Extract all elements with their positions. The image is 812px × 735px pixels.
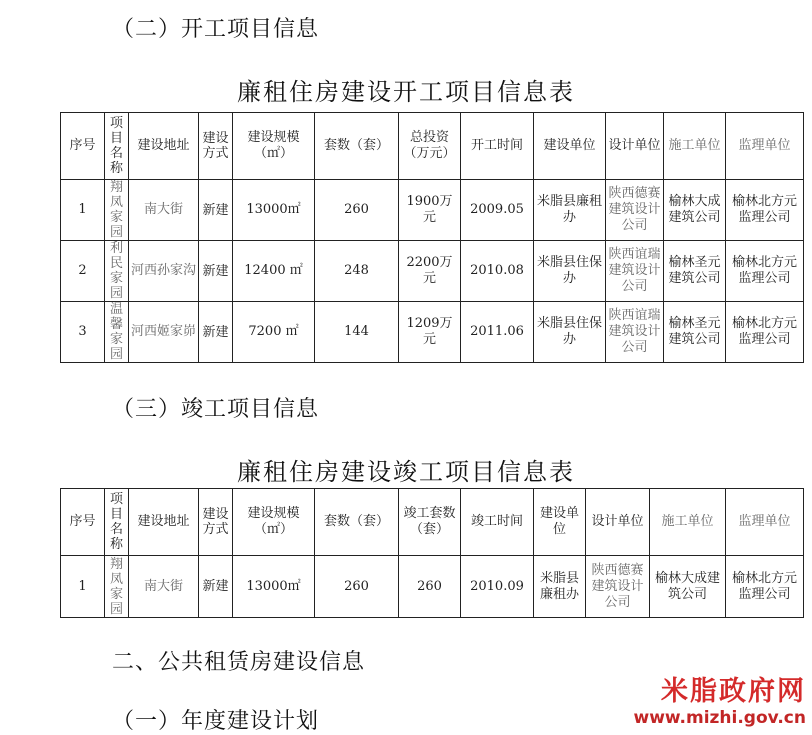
header-cell: 总投资（万元） (399, 113, 461, 180)
watermark-site-url: www.mizhi.gov.cn (633, 708, 806, 728)
table-title-started-projects: 廉租住房建设开工项目信息表 (237, 78, 575, 106)
table-cell: 7200 ㎡ (233, 302, 315, 363)
table-cell: 河西孙家沟 (129, 241, 199, 302)
table-cell: 2 (61, 241, 105, 302)
table-cell: 1209万元 (399, 302, 461, 363)
section-heading-started-projects: （二）开工项目信息 (112, 17, 320, 42)
table-cell: 陕西德赛建筑设计公司 (606, 180, 664, 241)
header-cell: 施工单位 (664, 113, 726, 180)
header-cell: 监理单位 (726, 113, 804, 180)
table-cell: 南大街 (129, 556, 199, 618)
table-row (61, 556, 804, 618)
table-cell: 利民家园 (105, 241, 129, 302)
table-cell: 新建 (199, 556, 233, 618)
table-cell: 260 (315, 556, 399, 618)
header-cell: 建设地址 (129, 113, 199, 180)
header-cell: 建设方式 (199, 113, 233, 180)
completed-projects-table (60, 488, 804, 618)
header-cell: 设计单位 (606, 113, 664, 180)
table-header-row (61, 113, 804, 180)
table-cell: 248 (315, 241, 399, 302)
table-cell: 陕西谊瑞建筑设计公司 (606, 241, 664, 302)
section-heading-annual-plan: （一）年度建设计划 (112, 709, 320, 734)
table-cell: 3 (61, 302, 105, 363)
table-cell: 2009.05 (461, 180, 534, 241)
table-cell: 米脂县住保办 (534, 241, 606, 302)
table-cell: 144 (315, 302, 399, 363)
header-cell: 建设单位 (534, 113, 606, 180)
table-cell: 2010.08 (461, 241, 534, 302)
header-cell: 序号 (61, 489, 105, 556)
table-cell: 米脂县廉租办 (534, 180, 606, 241)
table-header-row (61, 489, 804, 556)
table-cell: 河西姬家峁 (129, 302, 199, 363)
table-cell: 2010.09 (461, 556, 534, 618)
table-cell: 13000㎡ (233, 180, 315, 241)
header-cell: 竣工套数（套） (399, 489, 461, 556)
table-row (61, 302, 804, 363)
table-cell: 1900万元 (399, 180, 461, 241)
table-cell: 榆林北方元监理公司 (726, 180, 804, 241)
table-cell: 榆林北方元监理公司 (726, 556, 804, 618)
table-row (61, 180, 804, 241)
table-cell: 榆林大成建筑公司 (664, 180, 726, 241)
table-cell: 榆林圣元建筑公司 (664, 302, 726, 363)
started-projects-table (60, 112, 804, 363)
header-cell: 竣工时间 (461, 489, 534, 556)
table-cell: 新建 (199, 241, 233, 302)
table-cell: 榆林北方元监理公司 (726, 302, 804, 363)
header-cell: 施工单位 (650, 489, 726, 556)
table-cell: 1 (61, 556, 105, 618)
table-cell: 新建 (199, 302, 233, 363)
header-cell: 设计单位 (586, 489, 650, 556)
header-cell: 建设规模（㎡） (233, 113, 315, 180)
table-cell: 米脂县住保办 (534, 302, 606, 363)
header-cell: 开工时间 (461, 113, 534, 180)
table-cell: 260 (315, 180, 399, 241)
header-cell: 建设方式 (199, 489, 233, 556)
site-watermark (634, 677, 807, 729)
table-cell: 陕西德赛建筑设计公司 (586, 556, 650, 618)
table-cell: 2200万元 (399, 241, 461, 302)
header-cell: 建设规模（㎡） (233, 489, 315, 556)
table-cell: 榆林圣元建筑公司 (664, 241, 726, 302)
table-cell: 陕西谊瑞建筑设计公司 (606, 302, 664, 363)
table-cell: 榆林大成建筑公司 (650, 556, 726, 618)
section-heading-completed-projects: （三）竣工项目信息 (112, 397, 320, 422)
header-cell: 项目名称 (105, 489, 129, 556)
table-cell: 榆林北方元监理公司 (726, 241, 804, 302)
header-cell: 套数（套） (315, 113, 399, 180)
table-cell: 2011.06 (461, 302, 534, 363)
table-cell: 米脂县廉租办 (534, 556, 586, 618)
header-cell: 建设地址 (129, 489, 199, 556)
table-cell: 12400 ㎡ (233, 241, 315, 302)
table-cell: 温馨家园 (105, 302, 129, 363)
table-cell: 翔凤家园 (105, 180, 129, 241)
table-row (61, 241, 804, 302)
header-cell: 序号 (61, 113, 105, 180)
section-heading-public-rental: 二、公共租赁房建设信息 (112, 650, 366, 675)
header-cell: 建设单位 (534, 489, 586, 556)
table-cell: 南大街 (129, 180, 199, 241)
header-cell: 套数（套） (315, 489, 399, 556)
table-cell: 翔凤家园 (105, 556, 129, 618)
table-cell: 260 (399, 556, 461, 618)
table-cell: 新建 (199, 180, 233, 241)
header-cell: 项目名称 (105, 113, 129, 180)
table-cell: 13000㎡ (233, 556, 315, 618)
table-title-completed-projects: 廉租住房建设竣工项目信息表 (237, 458, 575, 486)
watermark-site-name: 米脂政府网 (661, 676, 806, 707)
header-cell: 监理单位 (726, 489, 804, 556)
table-cell: 1 (61, 180, 105, 241)
